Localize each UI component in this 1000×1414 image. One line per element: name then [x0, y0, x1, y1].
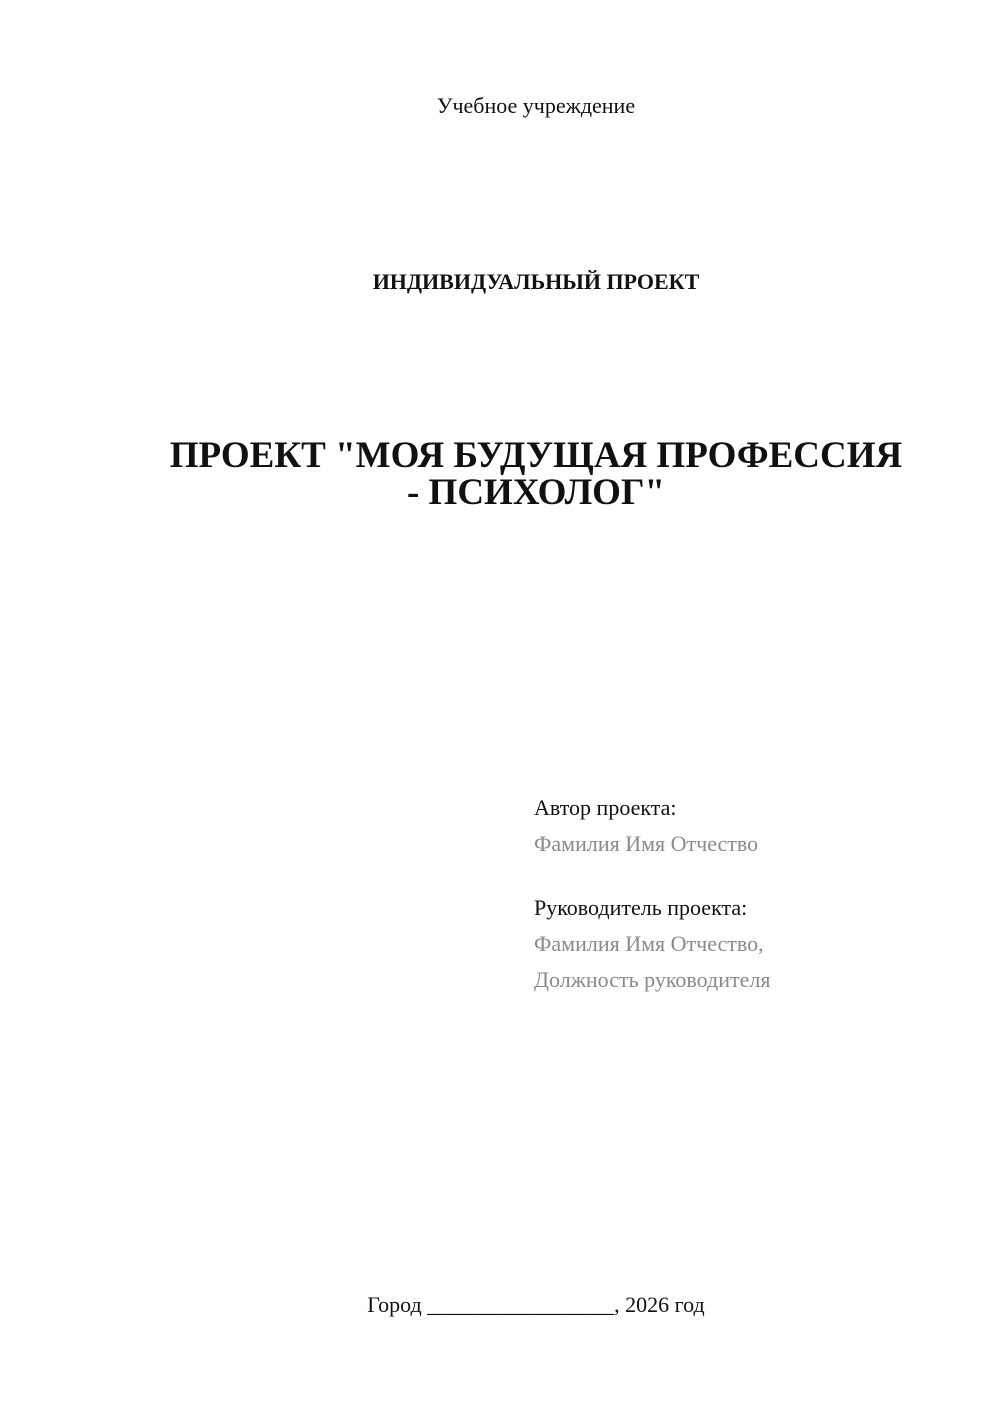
project-title-line-2: - ПСИХОЛОГ" [406, 472, 666, 513]
project-info-block [534, 790, 974, 998]
supervisor-label: Руководитель проекта: [534, 895, 748, 920]
project-title [130, 437, 942, 511]
project-title-line-1: ПРОЕКТ "МОЯ БУДУЩАЯ ПРОФЕССИЯ [169, 435, 903, 476]
supervisor-name: Фамилия Имя Отчество, [534, 931, 764, 956]
author-label: Автор проекта: [534, 795, 677, 820]
supervisor-position: Должность руководителя [534, 967, 771, 992]
document-type: ИНДИВИДУАЛЬНЫЙ ПРОЕКТ [372, 269, 700, 294]
author-value: Фамилия Имя Отчество [534, 831, 759, 856]
institution-name: Учебное учреждение [436, 93, 636, 118]
info-spacer [534, 862, 974, 890]
city-year-line: Город _________________, 2026 год [367, 1292, 705, 1317]
